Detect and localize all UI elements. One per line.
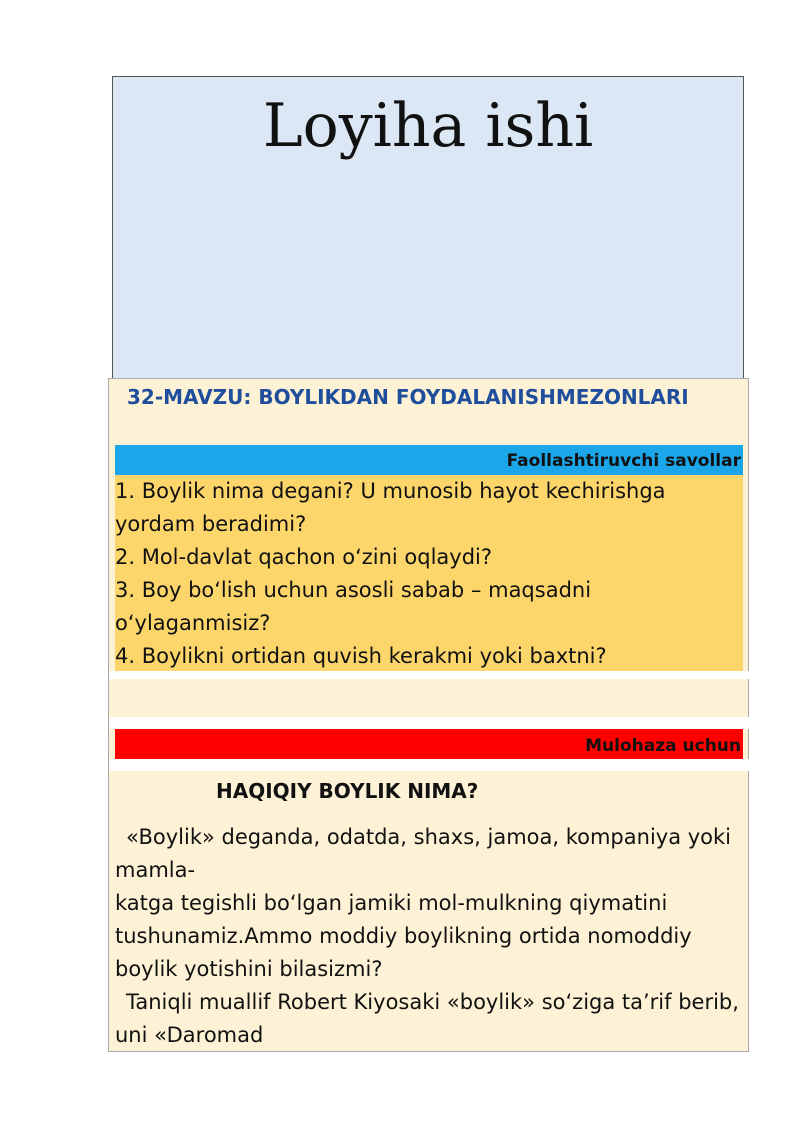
question-item: 2. Mol-davlat qachon o‘zini oqlaydi?	[115, 545, 493, 569]
divider	[109, 671, 750, 679]
divider	[109, 759, 750, 771]
activating-questions-bar: Faollashtiruvchi savollar	[115, 445, 743, 475]
divider	[109, 717, 750, 729]
questions-list	[115, 475, 743, 671]
question-item: 1. Boylik nima degani? U munosib hayot kechirishga yordam beradimi?	[115, 479, 666, 536]
discussion-heading: HAQIQIY BOYLIK NIMA?	[216, 779, 479, 803]
question-item: 3. Boy bo‘lish uchun asosli sabab – maqsadni o‘ylaganmisiz?	[115, 578, 592, 635]
question-item: 4. Boylikni ortidan quvish kerakmi yoki baxtni?	[115, 644, 607, 668]
discussion-body	[115, 821, 745, 1052]
discussion-bar: Mulohaza uchun	[115, 729, 743, 759]
content-box	[108, 378, 749, 1052]
paragraph: Taniqli muallif Robert Kiyosaki «boylik» so‘ziga ta’rif berib, uni «Daromad	[115, 990, 739, 1047]
page-title: Loyiha ishi	[262, 91, 594, 161]
paragraph: katga tegishli bo‘lgan jamiki mol-mulkning qiymatini tushunamiz.Ammo moddiy boylikning ortida nomoddiy boylik yotishini bilasizmi?	[115, 891, 692, 981]
title-box	[112, 76, 744, 378]
topic-heading: 32-MAVZU: BOYLIKDAN FOYDALANISHMEZONLARI	[127, 385, 689, 409]
paragraph: «Boylik» deganda, odatda, shaxs, jamoa, kompaniya yoki mamla-	[115, 825, 732, 882]
